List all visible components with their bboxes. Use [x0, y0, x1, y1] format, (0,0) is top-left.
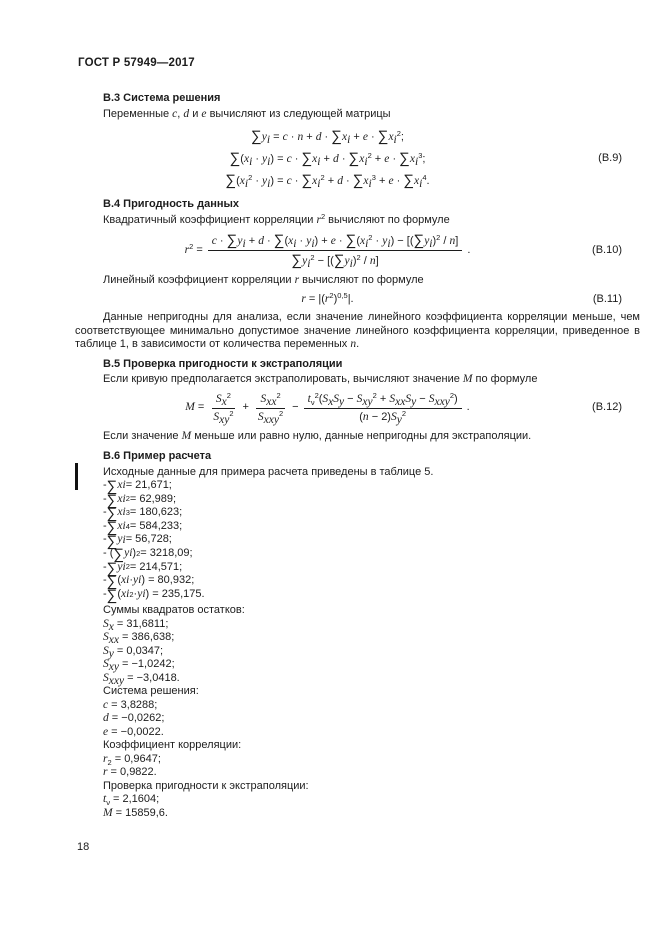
equation-line: $\sum(x_i^2 \cdot y_i) = c \cdot \sum x_i^2 + d \cdot \sum x_i^3 + e \cdot \sum x_i^4$.: [225, 172, 430, 190]
document-header: ГОСТ Р 57949—2017: [78, 57, 195, 69]
linear-correlation-intro: Линейный коэффициент корреляции r вычисляют по формуле: [103, 274, 424, 286]
numerator: $t_\nu^2(S_xS_y - S_{xy}^2 + S_{xx}S_y - S_{xxy}^2)$: [304, 392, 462, 409]
section-b6-intro-wrap: [75, 466, 640, 480]
result-line: Коэффициент корреляции:: [103, 739, 242, 752]
list-item: - ∑ ( x i · y i ) = 80,932;: [103, 573, 195, 591]
section-b6-heading: В.6 Пример расчета: [103, 450, 212, 462]
numerator: $c \cdot \sum y_i + d \cdot \sum(x_i \cdot y_i) + e \cdot \sum(x_i^2 \cdot y_i) - [(\sum y_i)^2 / n]$: [208, 232, 463, 251]
fraction: [304, 392, 462, 425]
result-line: $S_{xy} = -1,0242$;: [103, 658, 175, 674]
equation-tail: .: [466, 401, 470, 414]
denominator: $\sum y_i^2 - [(\sum y_i)^2 / n]$: [291, 252, 379, 270]
result-line: Система решения:: [103, 685, 199, 698]
equation-line: $r = |(r^2)^{0,5}|$.: [301, 290, 354, 305]
section-b4-intro: Квадратичный коэффициент корреляции $r^2$ вычисляют по формуле: [103, 211, 450, 226]
list-item: - ∑ x i 4 = 584,233;: [103, 519, 183, 537]
numerator: $S_{xx}^2$: [256, 392, 284, 409]
operator: −: [292, 401, 299, 414]
result-line: $r_2 = 0,9647$;: [103, 752, 161, 767]
equation-line: $\sum(x_i \cdot y_i) = c \cdot \sum x_i + d \cdot \sum x_i^2 + e \cdot \sum x_i^3$;: [229, 150, 426, 168]
result-line: M = 15859,6.: [103, 806, 168, 819]
result-line: e = −0,0022.: [103, 725, 164, 738]
input-data-list: [75, 478, 640, 605]
page-number: 18: [77, 841, 90, 853]
equation-lhs: $r^2$ =: [184, 241, 203, 256]
list-item: - ( ∑ y i ) 2 = 3218,09;: [103, 546, 193, 564]
section-b3-intro: Переменные c, d и e вычисляют из следующей матрицы: [103, 107, 391, 120]
result-line: r = 0,9822.: [103, 766, 157, 779]
result-line: $S_{xxy} = -3,0418$.: [103, 671, 180, 687]
calculation-results: [75, 604, 640, 820]
equation-b9: [75, 126, 640, 192]
equation-b10-label: (В.10): [592, 243, 622, 256]
list-item: - ∑ ( x i 2 · y i ) = 235,175.: [103, 587, 205, 605]
equation-b11: [75, 290, 640, 307]
page-content: [75, 86, 640, 820]
operator: +: [242, 401, 249, 414]
result-line: Суммы квадратов остатков:: [103, 604, 245, 617]
fraction: [208, 232, 463, 269]
equation-lhs: M =: [185, 401, 205, 414]
result-line: $S_x = 31,6811$;: [103, 617, 169, 633]
result-line: d = −0,0262;: [103, 712, 165, 725]
list-item: - ∑ y i = 56,728;: [103, 532, 172, 550]
fraction: [254, 392, 287, 425]
denominator: $S_{xy}^2$: [213, 408, 234, 426]
equation-line: $\sum y_i = c \cdot n + d \cdot \sum x_i + e \cdot \sum x_i^2$;: [251, 128, 404, 146]
section-b3-heading: В.3 Система решения: [103, 92, 221, 104]
equation-b11-label: (В.11): [592, 292, 622, 305]
result-line: $S_y = 0,0347$;: [103, 644, 164, 660]
equation-b12-label: (В.12): [592, 401, 622, 414]
equation-b9-lines: [225, 126, 429, 192]
section-b5-heading: В.5 Проверка пригодности к экстраполяции: [103, 357, 343, 370]
equation-b9-body: [75, 126, 580, 192]
equation-b9-label: (В.9): [598, 152, 622, 165]
section-b6-intro: Исходные данные для примера расчета приведены в таблице 5.: [103, 465, 434, 478]
equation-b10: [75, 232, 640, 269]
result-line: c = 3,8288;: [103, 698, 158, 711]
equation-b11-body: [75, 290, 580, 307]
equation-b12: [75, 392, 640, 425]
section-b5-intro: Если кривую предполагается экстраполировать, вычисляют значение M по формуле: [103, 373, 538, 385]
data-suitability-note: Данные непригодны для анализа, если значение линейного коэффициента корреляции меньше, чем соответствующее минимально допустимое значение линейного коэффициента корреляции, приведенное в таблице 1, в зависимости от количества переменных n.: [75, 311, 640, 350]
denominator: $(n - 2)S_y^2$: [359, 408, 407, 426]
extrapolation-note: Если значение M меньше или равно нулю, данные непригодны для экстраполяции.: [103, 429, 532, 442]
result-line: Проверка пригодности к экстраполяции:: [103, 779, 309, 792]
result-line: $S_{xx} = 386,638$;: [103, 631, 175, 647]
denominator: $S_{xxy}^2$: [257, 408, 284, 426]
list-item: - ∑ x i 2 = 62,989;: [103, 491, 177, 509]
list-item: - ∑ x i = 21,671;: [103, 478, 172, 496]
equation-b10-body: [75, 232, 580, 269]
result-line: $t_\nu = 2,1604$;: [103, 793, 160, 808]
change-marker-bar: [75, 463, 78, 490]
section-b4-heading: В.4 Пригодность данных: [103, 198, 239, 210]
fraction: [209, 392, 237, 425]
list-item: - ∑ x i 3 = 180,623;: [103, 505, 183, 523]
numerator: $S_x^2$: [212, 392, 235, 409]
equation-b12-body: [75, 392, 580, 425]
equation-tail: .: [467, 243, 471, 256]
list-item: - ∑ y i 2 = 214,571;: [103, 559, 183, 577]
